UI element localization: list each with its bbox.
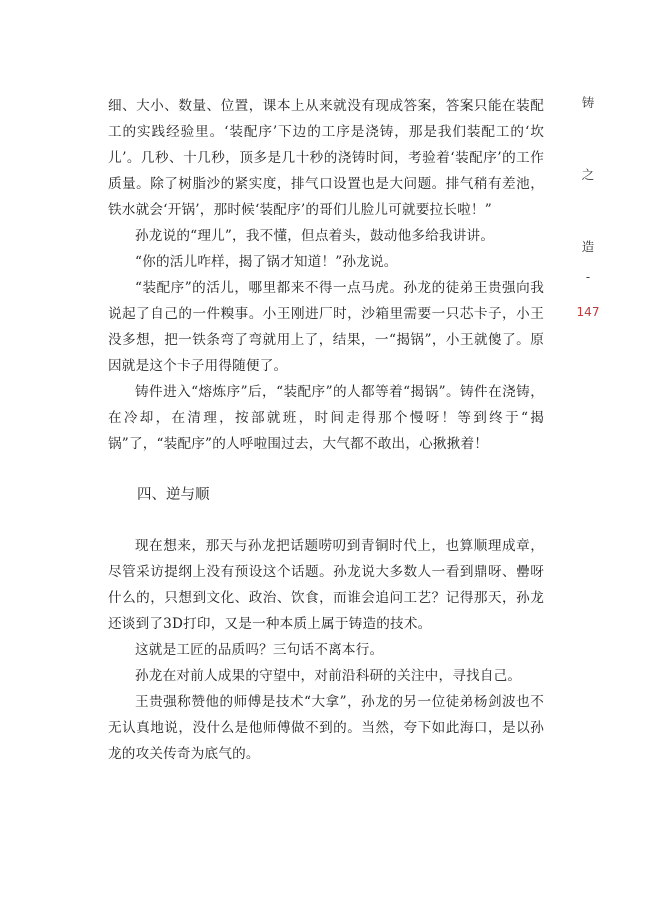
running-title-char: 之 [581, 167, 595, 182]
paragraph: 王贵强称赞他的师傅是技术“大拿”，孙龙的另一位徒弟杨剑波也不无认真地说，没什么是他师傅做不到的。当然，夸下如此海口，是以孙龙的攻关传奇为底气的。 [108, 694, 544, 762]
paragraph: 铸件进入“熔炼序”后，“装配序”的人都等着“揭锅”。铸件在浇铸，在冷却，在清理，按部就班，时间走得那个慢呀！等到终于“揭锅”了，“装配序”的人呼啦围过去，大气都不敢出，心揪揪着！ [108, 384, 544, 452]
running-title-char: 造 [581, 239, 595, 254]
paragraph: 细、大小、数量、位置，课本上从来就没有现成答案，答案只能在装配工的实践经验里。‘装配序’下边的工序是浇铸，那是我们装配工的‘坎儿’。几秒、十几秒，顶多是几十秒的浇铸时间，考验着‘装配序’的工作质量。除了树脂沙的紧实度，排气口设置也是大问题。排气稍有差池，铁水就会‘开锅’，那时候‘装配序’的哥们儿脸儿可就要拉长啦！” [108, 98, 544, 218]
running-title-dash: - [585, 269, 591, 284]
paragraph: 这就是工匠的品质吗？三句话不离本行。 [135, 642, 384, 658]
paragraph: 孙龙在对前人成果的守望中，对前沿科研的关注中，寻找自己。 [135, 668, 522, 684]
spacer [108, 457, 544, 482]
spacer [108, 508, 544, 533]
section-heading: 四、逆与顺 [137, 487, 210, 503]
paragraph: 现在想来，那天与孙龙把话题唠叨到青铜时代上，也算顺理成章，尽管采访提纲上没有预设这个话题。孙龙说大多数人一看到鼎呀、罍呀什么的，只想到文化、政治、饮食，而谁会追问工艺？记得那天，孙龙还谈到了3D打印，又是一种本质上属于铸造的技术。 [108, 538, 544, 632]
paragraph: 孙龙说的“理儿”，我不懂，但点着头，鼓动他多给我讲讲。 [135, 228, 495, 244]
paragraph: “装配序”的活儿，哪里都来不得一点马虎。孙龙的徒弟王贵强向我说起了自己的一件糗事。小王刚进厂时，沙箱里需要一只芯卡子，小王没多想，把一铁条弯了弯就用上了，结果，一“揭锅”，小王就傻了。原因就是这个卡子用得随便了。 [108, 280, 544, 374]
running-title-char: 铸 [581, 95, 595, 110]
page-body [108, 93, 544, 767]
page-number: 147 [576, 305, 600, 319]
paragraph: “你的活儿咋样，揭了锅才知道！”孙龙说。 [135, 254, 398, 270]
